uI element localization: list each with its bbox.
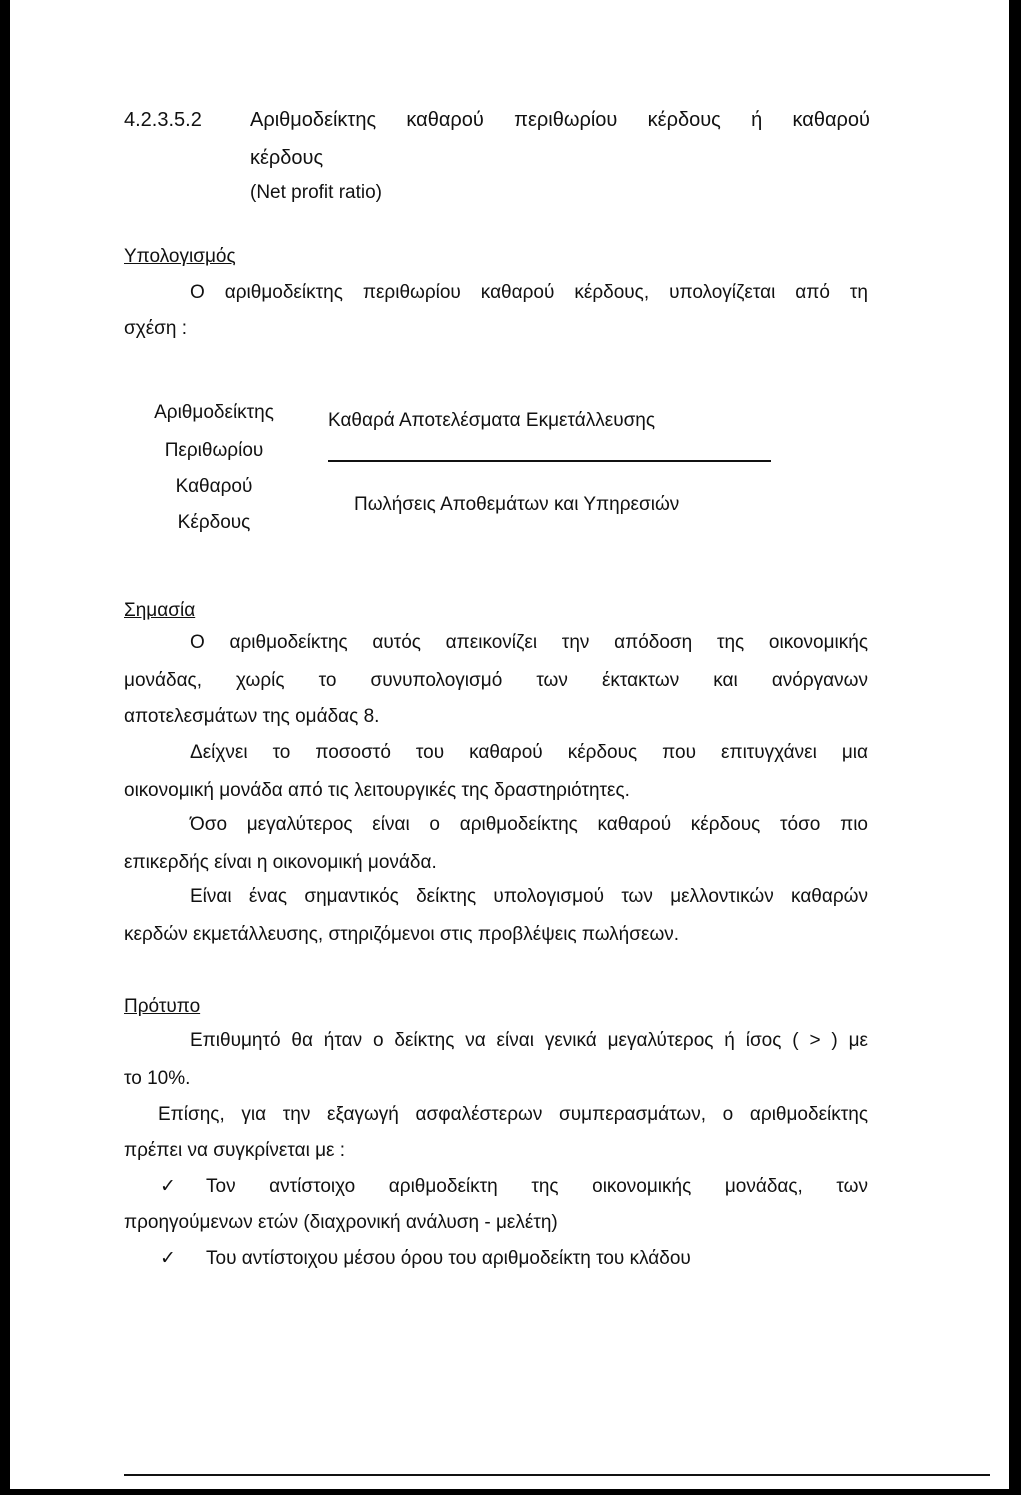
standard-bullet1-line2: προηγούμενων ετών (διαχρονική ανάλυση - μελέτη) (124, 1212, 558, 1233)
checkmark-icon: ✓ (160, 1176, 176, 1197)
standard-bullet1-line1: Τον αντίστοιχο αριθμοδείκτη της οικονομικής μονάδας, των (206, 1176, 868, 1197)
checkmark-icon: ✓ (160, 1248, 176, 1269)
standard-label: Πρότυπο (124, 996, 201, 1017)
standard-p1-line1: Επιθυμητό θα ήταν ο δείκτης να είναι γενικά μεγαλύτερος ή ίσος ( > ) με (190, 1030, 868, 1051)
scan-border-bottom (0, 1489, 1021, 1495)
calculation-label: Υπολογισμός (124, 246, 236, 267)
significance-p1-line3: αποτελεσμάτων της ομάδας 8. (124, 706, 380, 727)
calculation-text-line2: σχέση : (124, 318, 188, 339)
significance-p2-line1: Δείχνει το ποσοστό του καθαρού κέρδους που επιτυγχάνει μια (190, 742, 868, 763)
standard-p2-line1: Επίσης, για την εξαγωγή ασφαλέστερων συμπερασμάτων, ο αριθμοδείκτης (158, 1104, 868, 1125)
footer-rule (124, 1474, 990, 1476)
standard-p1-line2: το 10%. (124, 1068, 191, 1089)
fraction-line (328, 460, 771, 462)
formula-left-line1: Αριθμοδείκτης (154, 402, 274, 423)
section-title-line2: κέρδους (250, 147, 324, 169)
formula-left-line4: Κέρδους (177, 512, 251, 533)
significance-p3-line1: Όσο μεγαλύτερος είναι ο αριθμοδείκτης καθαρού κέρδους τόσο πιο (190, 814, 868, 835)
significance-p3-line2: επικερδής είναι η οικονομική μονάδα. (124, 852, 437, 873)
significance-p4-line2: κερδών εκμετάλλευσης, στηριζόμενοι στις προβλέψεις πωλήσεων. (124, 924, 680, 945)
section-title-line1: Αριθμοδείκτης καθαρού περιθωρίου κέρδους ή καθαρού (250, 109, 870, 131)
significance-label: Σημασία (124, 600, 196, 621)
section-title-english: (Net profit ratio) (250, 182, 382, 203)
scan-border-left (0, 0, 10, 1495)
significance-p1-line2: μονάδας, χωρίς το συνυπολογισμό των έκτακτων και ανόργανων (124, 670, 868, 691)
section-number: 4.2.3.5.2 (124, 109, 202, 131)
formula-left-line3: Καθαρού (175, 476, 253, 497)
formula-left-line2: Περιθωρίου (164, 440, 264, 461)
significance-p4-line1: Είναι ένας σημαντικός δείκτης υπολογισμού των μελλοντικών καθαρών (190, 886, 868, 907)
calculation-text-line1: Ο αριθμοδείκτης περιθωρίου καθαρού κέρδους, υπολογίζεται από τη (190, 282, 868, 303)
scan-border-right (1009, 0, 1021, 1495)
formula-denominator: Πωλήσεις Αποθεμάτων και Υπηρεσιών (354, 494, 680, 515)
standard-p2-line2: πρέπει να συγκρίνεται με : (124, 1140, 346, 1161)
significance-p2-line2: οικονομική μονάδα από τις λειτουργικές της δραστηριότητες. (124, 780, 630, 801)
formula-numerator: Καθαρά Αποτελέσματα Εκμετάλλευσης (328, 410, 656, 431)
significance-p1-line1: Ο αριθμοδείκτης αυτός απεικονίζει την απόδοση της οικονομικής (190, 632, 868, 653)
standard-bullet2: Του αντίστοιχου μέσου όρου του αριθμοδείκτη του κλάδου (206, 1248, 691, 1269)
